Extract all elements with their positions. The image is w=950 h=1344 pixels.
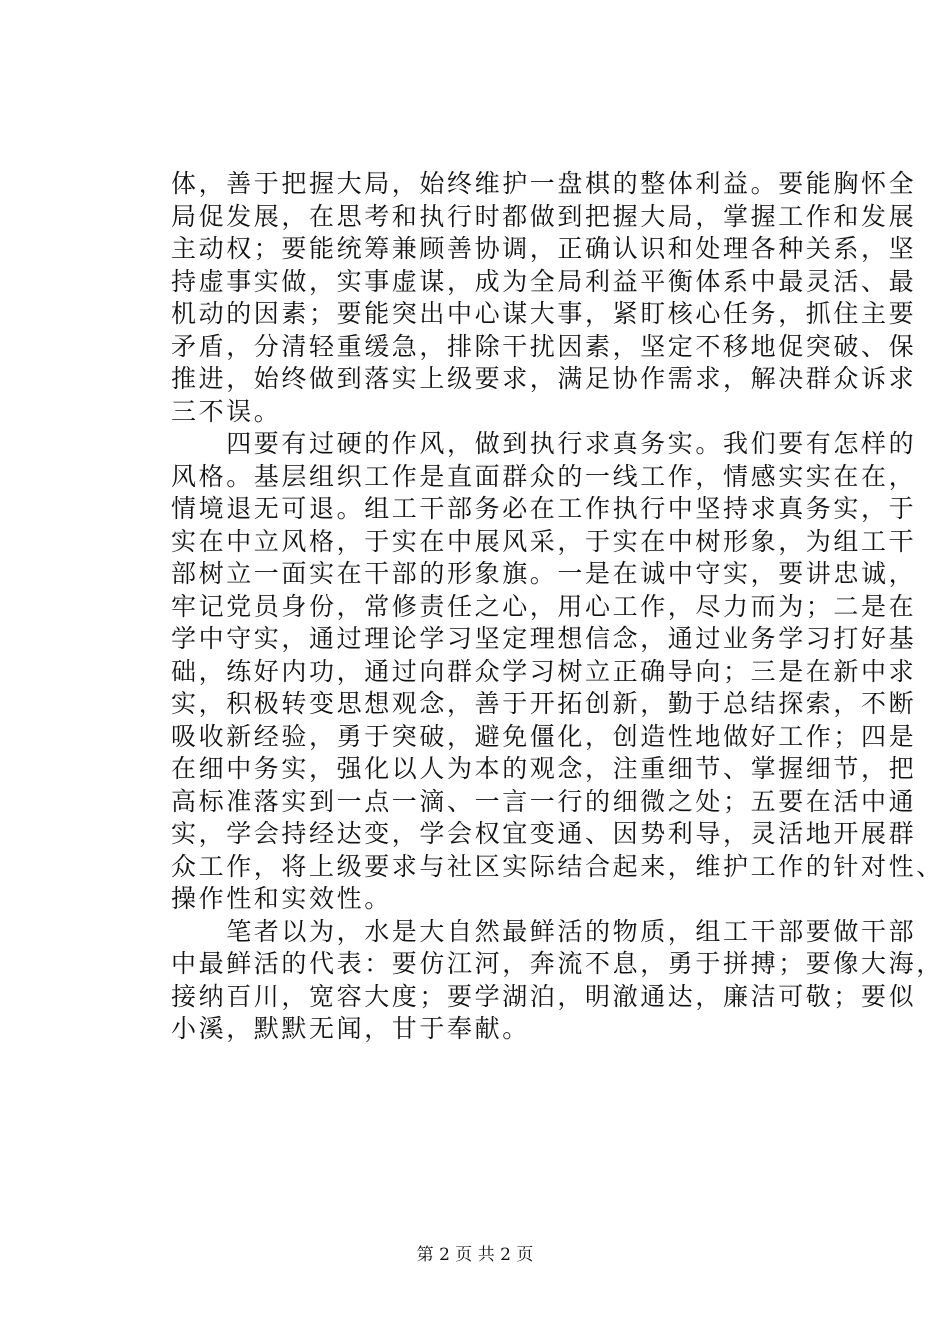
paragraph-start-line: 笔者以为，水是大自然最鲜活的物质，组工干部要做干部 [171,916,917,946]
text-line: 三不误。 [171,396,282,426]
text-line: 部树立一面实在干部的形象旗。一是在诚中守实，要讲忠诚， [171,559,917,588]
text-line: 小溪，默默无闻，甘于奉献。 [171,1014,530,1043]
text-line: 机动的因素；要能突出中心谋大事，紧盯核心任务，抓住主要 [171,299,917,328]
text-line: 情境退无可退。组工干部务必在工作执行中坚持求真务实，于 [171,494,917,523]
text-line: 吸收新经验，勇于突破，避免僵化，创造性地做好工作；四是 [171,721,917,751]
text-line: 持虚事实做，实事虚谋，成为全局利益平衡体系中最灵活、最 [171,266,917,296]
text-line: 在细中务实，强化以人为本的观念，注重细节、掌握细节，把 [171,754,917,783]
text-line: 实，学会持经达变，学会权宜变通、因势利导，灵活地开展群 [171,819,917,848]
page-number-label: 第 2 页 共 2 页 [416,1245,534,1265]
text-line: 实，积极转变思想观念，善于开拓创新，勤于总结探索，不断 [171,689,917,718]
text-line: 中最鲜活的代表：要仿江河，奔流不息，勇于拼搏；要像大海， [171,949,944,978]
paragraph-start-line: 四要有过硬的作风，做到执行求真务实。我们要有怎样的 [171,429,917,458]
text-line: 众工作，将上级要求与社区实际结合起来，维护工作的针对性、 [171,851,944,881]
text-line: 础，练好内功，通过向群众学习树立正确导向；三是在新中求 [171,656,917,686]
body-text [171,168,944,1046]
text-line: 局促发展，在思考和执行时都做到把握大局，掌握工作和发展 [171,201,917,231]
page-footer [0,1244,950,1266]
text-line: 主动权；要能统筹兼顾善协调，正确认识和处理各种关系，坚 [171,234,917,263]
text-line: 矛盾，分清轻重缓急，排除干扰因素，坚定不移地促突破、保 [171,331,917,361]
text-line: 学中守实，通过理论学习坚定理想信念，通过业务学习打好基 [171,624,917,653]
text-line: 风格。基层组织工作是直面群众的一线工作，情感实实在在， [171,461,917,491]
text-line: 体，善于把握大局，始终维护一盘棋的整体利益。要能胸怀全 [171,169,917,198]
text-line: 牢记党员身份，常修责任之心，用心工作，尽力而为；二是在 [171,591,917,621]
text-line: 推进，始终做到落实上级要求，满足协作需求，解决群众诉求 [171,364,917,393]
text-line: 实在中立风格，于实在中展风采，于实在中树形象，为组工干 [171,526,917,556]
text-line: 高标准落实到一点一滴、一言一行的细微之处；五要在活中通 [171,786,917,816]
text-line: 操作性和实效性。 [171,884,392,913]
text-line: 接纳百川，宽容大度；要学湖泊，明澈通达，廉洁可敬；要似 [171,981,917,1011]
